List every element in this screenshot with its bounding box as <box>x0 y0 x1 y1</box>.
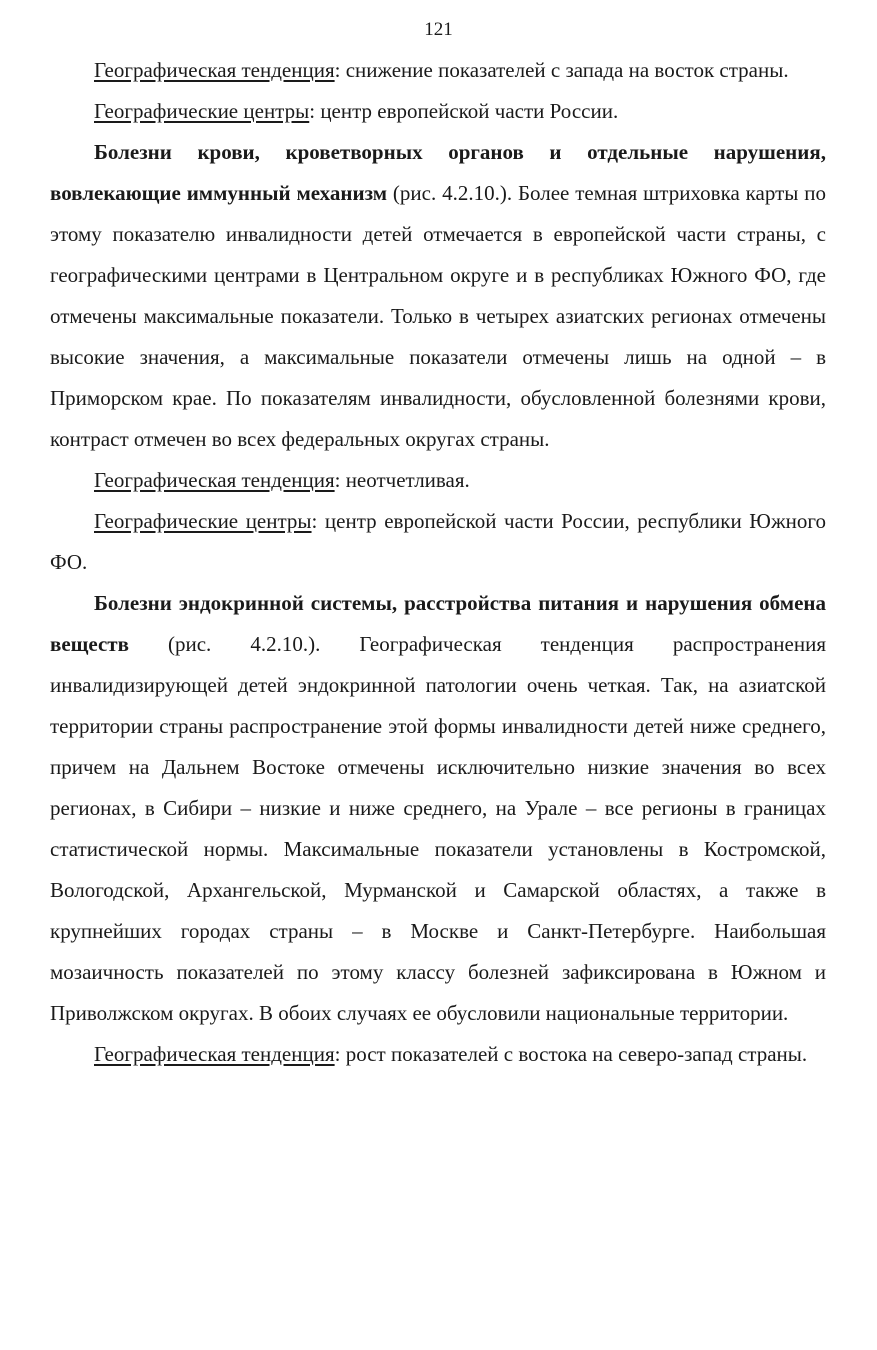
paragraph-blood-diseases <box>50 132 826 460</box>
paragraph-text: (рис. 4.2.10.). Более темная штриховка карты по этому показателю инвалидности детей отмечается в европейской части страны, с географическими центрами в Центральном округе и в республиках Южного ФО, где отмечены максимальные показатели. Только в четырех азиатских регионах отмечены высокие значения, а максимальные показатели отмечены лишь на одной – в Приморском крае. По показателям инвалидности, обусловленной болезнями крови, контраст отмечен во всех федеральных округах страны. <box>50 181 826 451</box>
centers-label: Географические центры <box>94 509 312 533</box>
paragraph-text: (рис. 4.2.10.). Географическая тенденция распространения инвалидизирующей детей эндокринной патологии очень четкая. Так, на азиатской территории страны распространение этой формы инвалидности детей ниже среднего, причем на Дальнем Востоке отмечены исключительно низкие значения во всех регионах, в Сибири – низкие и ниже среднего, на Урале – все регионы в границах статистической нормы. Максимальные показатели установлены в Костромской, Вологодской, Архангельской, Мурманской и Самарской областях, а также в крупнейших городах страны – в Москве и Санкт-Петербурге. Наибольшая мозаичность показателей по этому классу болезней зафиксирована в Южном и Приволжском округах. В обоих случаях ее обусловили национальные территории. <box>50 632 826 1025</box>
paragraph-centers-1 <box>50 91 826 132</box>
paragraph-endocrine-diseases <box>50 583 826 1034</box>
paragraph-text: : рост показателей с востока на северо-запад страны. <box>334 1042 808 1066</box>
paragraph-text: : неотчетливая. <box>334 468 470 492</box>
section-heading-blood: Болезни крови, кроветворных органов и отдельные нарушения, вовлекающие иммунный механизм <box>50 140 826 205</box>
paragraph-tendency-1 <box>50 50 826 91</box>
text-body <box>50 50 826 1075</box>
tendency-label: Географическая тенденция <box>94 468 335 492</box>
centers-label: Географические центры <box>94 99 310 123</box>
paragraph-text: : центр европейской части России, республики Южного ФО. <box>50 509 826 574</box>
paragraph-tendency-3 <box>50 1034 826 1075</box>
paragraph-text: : снижение показателей с запада на восток страны. <box>334 58 789 82</box>
tendency-label: Географическая тенденция <box>94 1042 335 1066</box>
page-number: 121 <box>424 19 453 40</box>
paragraph-centers-2 <box>50 501 826 583</box>
paragraph-text: : центр европейской части России. <box>309 99 619 123</box>
paragraph-tendency-2 <box>50 460 826 501</box>
tendency-label: Географическая тенденция <box>94 58 335 82</box>
section-heading-endocrine: Болезни эндокринной системы, расстройства питания и нарушения обмена веществ <box>50 591 826 656</box>
